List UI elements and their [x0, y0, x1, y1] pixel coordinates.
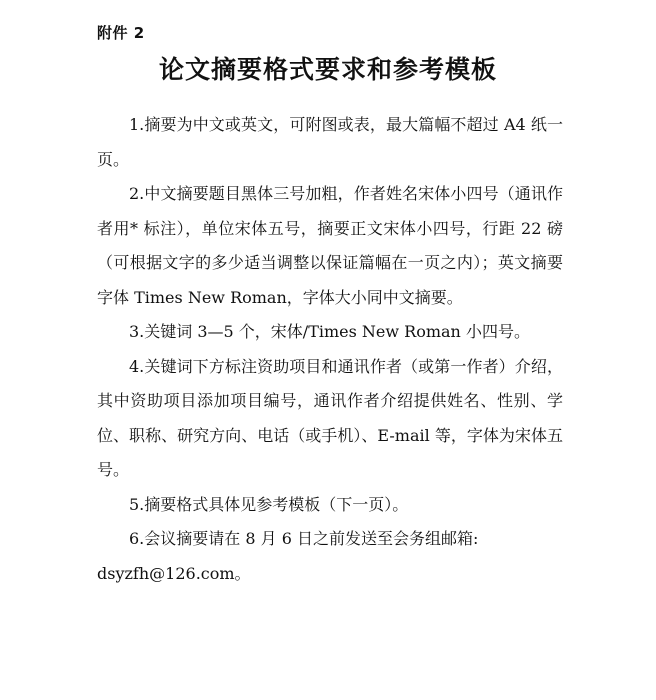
requirement-paragraph-2: 2.中文摘要题目黑体三号加粗，作者姓名宋体小四号（通讯作者用* 标注），单位宋体五号，摘要正文宋体小四号，行距 22 磅（可根据文字的多少适当调整以保证篇幅在一页之内）；英文摘要字体 Times New Roman，字体大小同中文摘要。 — [97, 184, 563, 307]
requirement-paragraph-3: 3.关键词 3—5 个，宋体/Times New Roman 小四号。 — [129, 322, 530, 341]
requirements-body — [97, 108, 563, 591]
document-title: 论文摘要格式要求和参考模板 — [158, 55, 497, 84]
requirement-paragraph-6: 6.会议摘要请在 8 月 6 日之前发送至会务组邮箱: — [129, 529, 479, 548]
requirement-paragraph-1: 1.摘要为中文或英文，可附图或表，最大篇幅不超过 A4 纸一页。 — [97, 115, 563, 169]
attachment-label: 附件 2 — [97, 24, 145, 42]
requirement-paragraph-5: 5.摘要格式具体见参考模板（下一页）。 — [129, 494, 409, 514]
contact-email: dsyzfh@126.com。 — [97, 563, 251, 583]
requirement-paragraph-4: 4.关键词下方标注资助项目和通讯作者（或第一作者）介绍，其中资助项目添加项目编号，通讯作者介绍提供姓名、性别、学位、职称、研究方向、电话（或手机）、E-mail 等，字体为宋体五号。 — [97, 356, 563, 479]
